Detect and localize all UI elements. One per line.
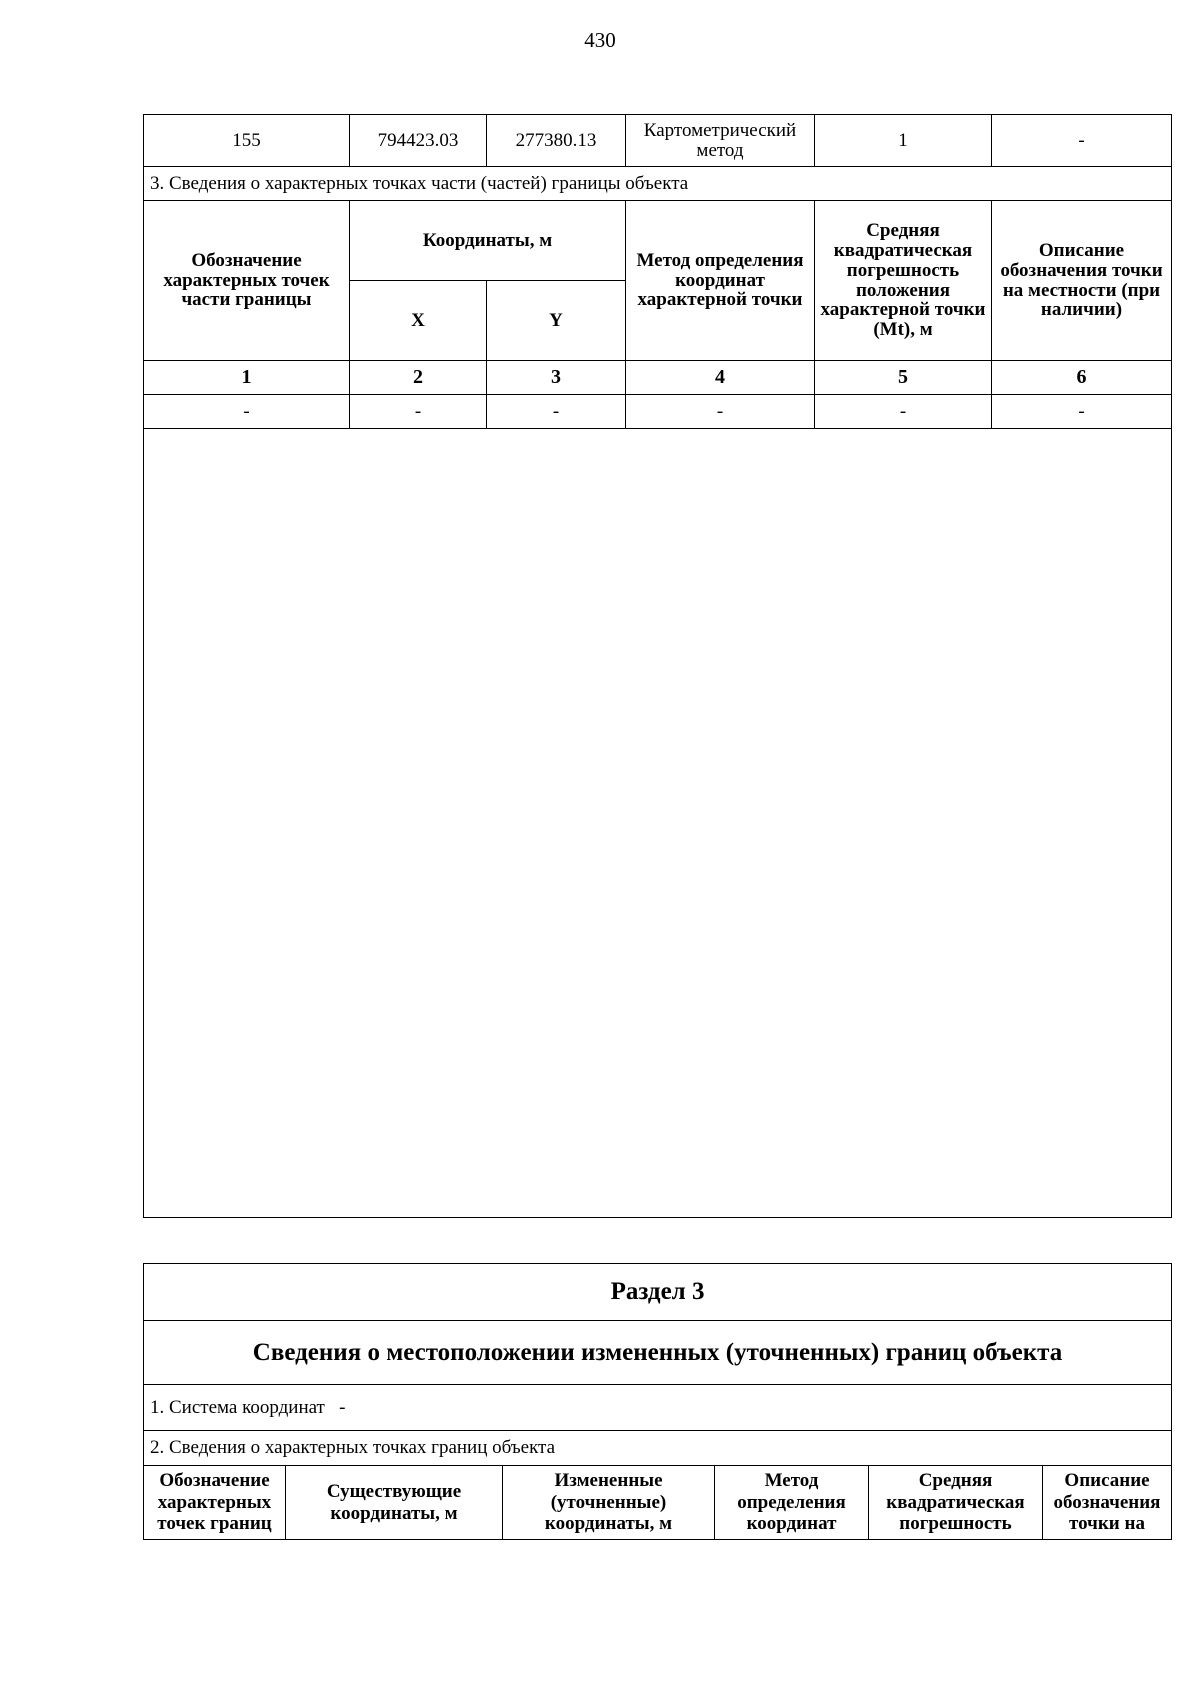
- section-3-table: [143, 1263, 1172, 1540]
- table-row: [144, 395, 1172, 429]
- method-line-2: метод: [696, 139, 744, 161]
- empty-area-row: [144, 429, 1172, 1218]
- col-description: Описание обозначения точки на местности (при наличии): [992, 201, 1172, 361]
- col-method: Метод определения координат характерной точки: [626, 201, 815, 361]
- col-number: 4: [626, 361, 815, 395]
- section-heading: 3. Сведения о характерных точках части (частей) границы объекта: [144, 167, 1172, 201]
- col-number: 6: [992, 361, 1172, 395]
- method-line-1: Картометрический: [643, 119, 797, 141]
- col-number: 3: [487, 361, 626, 395]
- col-x: X: [350, 281, 487, 361]
- col-number: 1: [144, 361, 350, 395]
- header-row: [144, 201, 1172, 281]
- error-cell: 1: [815, 115, 992, 167]
- col-method: Метод определения координат: [715, 1466, 869, 1540]
- col-number: 5: [815, 361, 992, 395]
- section-subtitle: Сведения о местоположении измененных (уточненных) границ объекта: [144, 1321, 1172, 1385]
- coordinate-system: 1. Система координат -: [144, 1385, 1172, 1431]
- x-cell: 794423.03: [350, 115, 487, 167]
- table-cell: -: [350, 395, 487, 429]
- col-description: Описание обозначения точки на: [1043, 1466, 1172, 1540]
- column-numbers-row: [144, 361, 1172, 395]
- col-y: Y: [487, 281, 626, 361]
- table-cell: -: [487, 395, 626, 429]
- col-error: Средняя квадратическая погрешность положения характерной точки (Mt), м: [815, 201, 992, 361]
- title-row: [144, 1264, 1172, 1321]
- header-row: [144, 1466, 1172, 1540]
- col-designation: Обозначение характерных точек части границы: [144, 201, 350, 361]
- point-cell: 155: [144, 115, 350, 167]
- section-title: Раздел 3: [144, 1264, 1172, 1321]
- table-cell: -: [992, 395, 1172, 429]
- col-error: Средняя квадратическая погрешность: [869, 1466, 1043, 1540]
- section-heading-row: [144, 167, 1172, 201]
- col-changed-coordinates: Измененные (уточненные) координаты, м: [503, 1466, 715, 1540]
- col-existing-coordinates: Существующие координаты, м: [286, 1466, 503, 1540]
- y-cell: 277380.13: [487, 115, 626, 167]
- table-cell: -: [626, 395, 815, 429]
- table-row: [144, 115, 1172, 167]
- points-heading: 2. Сведения о характерных точках границ объекта: [144, 1431, 1172, 1466]
- method-cell: [626, 115, 815, 167]
- description-cell: -: [992, 115, 1172, 167]
- subtitle-row: [144, 1321, 1172, 1385]
- page-number: 430: [584, 28, 616, 52]
- col-coordinates: Координаты, м: [350, 201, 626, 281]
- col-designation: Обозначение характерных точек границ: [144, 1466, 286, 1540]
- table-cell: -: [144, 395, 350, 429]
- points-heading-row: [144, 1431, 1172, 1466]
- part-points-table: [143, 114, 1172, 1218]
- coord-system-row: [144, 1385, 1172, 1431]
- table-cell: -: [815, 395, 992, 429]
- empty-area: [144, 429, 1172, 1218]
- col-number: 2: [350, 361, 487, 395]
